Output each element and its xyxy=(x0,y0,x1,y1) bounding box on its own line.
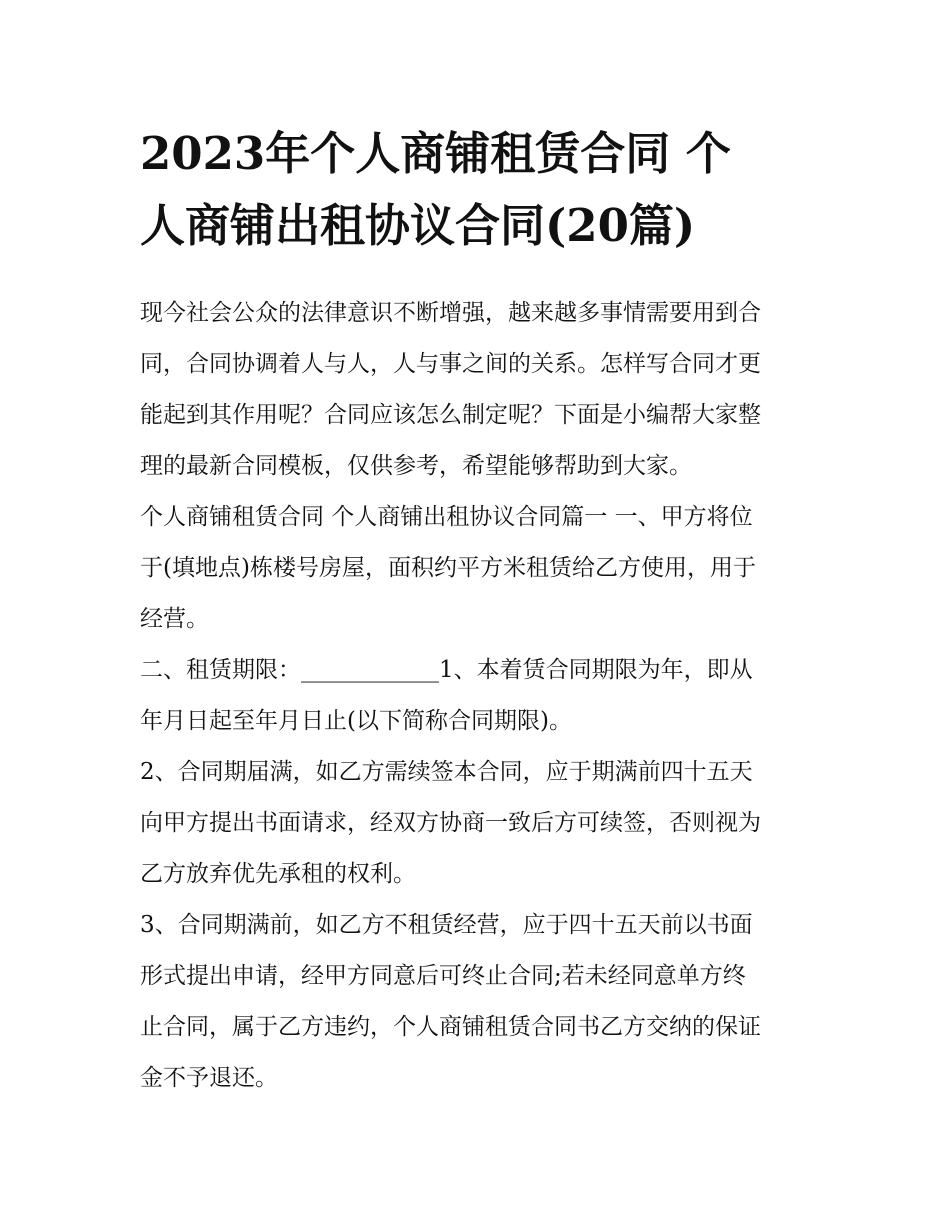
text-line: 二、租赁期限：____________1、本着赁合同期限为年，即从 xyxy=(140,657,753,683)
text-line: 于(填地点)栋楼号房屋，面积约平方米租赁给乙方使用，用于 xyxy=(140,555,756,581)
clause-paragraph-2 xyxy=(140,645,812,747)
title-line: 2023年个人商铺租赁合同 个 xyxy=(140,127,731,180)
text-line: 3、合同期满前，如乙方不租赁经营，应于四十五天前以书面 xyxy=(140,912,753,938)
clause-paragraph-1 xyxy=(140,492,812,645)
text-line: 理的最新合同模板，仅供参考，希望能够帮助到大家。 xyxy=(140,453,692,479)
text-line: 个人商铺租赁合同 个人商铺出租协议合同篇一 一、甲方将位 xyxy=(140,504,753,530)
clause-paragraph-4 xyxy=(140,900,812,1104)
text-line: 止合同，属于乙方违约，个人商铺租赁合同书乙方交纳的保证 xyxy=(140,1014,761,1040)
document-body xyxy=(140,288,812,1104)
intro-paragraph xyxy=(140,288,812,492)
text-line: 2、合同期届满，如乙方需续签本合同，应于期满前四十五天 xyxy=(140,759,753,785)
text-line: 能起到其作用呢？合同应该怎么制定呢？下面是小编帮大家整 xyxy=(140,402,761,428)
text-line: 现今社会公众的法律意识不断增强，越来越多事情需要用到合 xyxy=(140,300,761,326)
text-line: 经营。 xyxy=(140,606,209,632)
text-line: 向甲方提出书面请求，经双方协商一致后方可续签，否则视为 xyxy=(140,810,761,836)
text-line: 年月日起至年月日止(以下简称合同期限)。 xyxy=(140,708,572,734)
text-line: 同，合同协调着人与人，人与事之间的关系。怎样写合同才更 xyxy=(140,351,761,377)
text-line: 形式提出申请，经甲方同意后可终止合同;若未经同意单方终 xyxy=(140,963,746,989)
document-title xyxy=(140,118,812,262)
clause-paragraph-3 xyxy=(140,747,812,900)
text-line: 乙方放弃优先承租的权利。 xyxy=(140,861,416,887)
text-line: 金不予退还。 xyxy=(140,1065,278,1091)
title-line: 人商铺出租协议合同(20篇) xyxy=(140,199,696,252)
document-content xyxy=(140,118,812,1104)
